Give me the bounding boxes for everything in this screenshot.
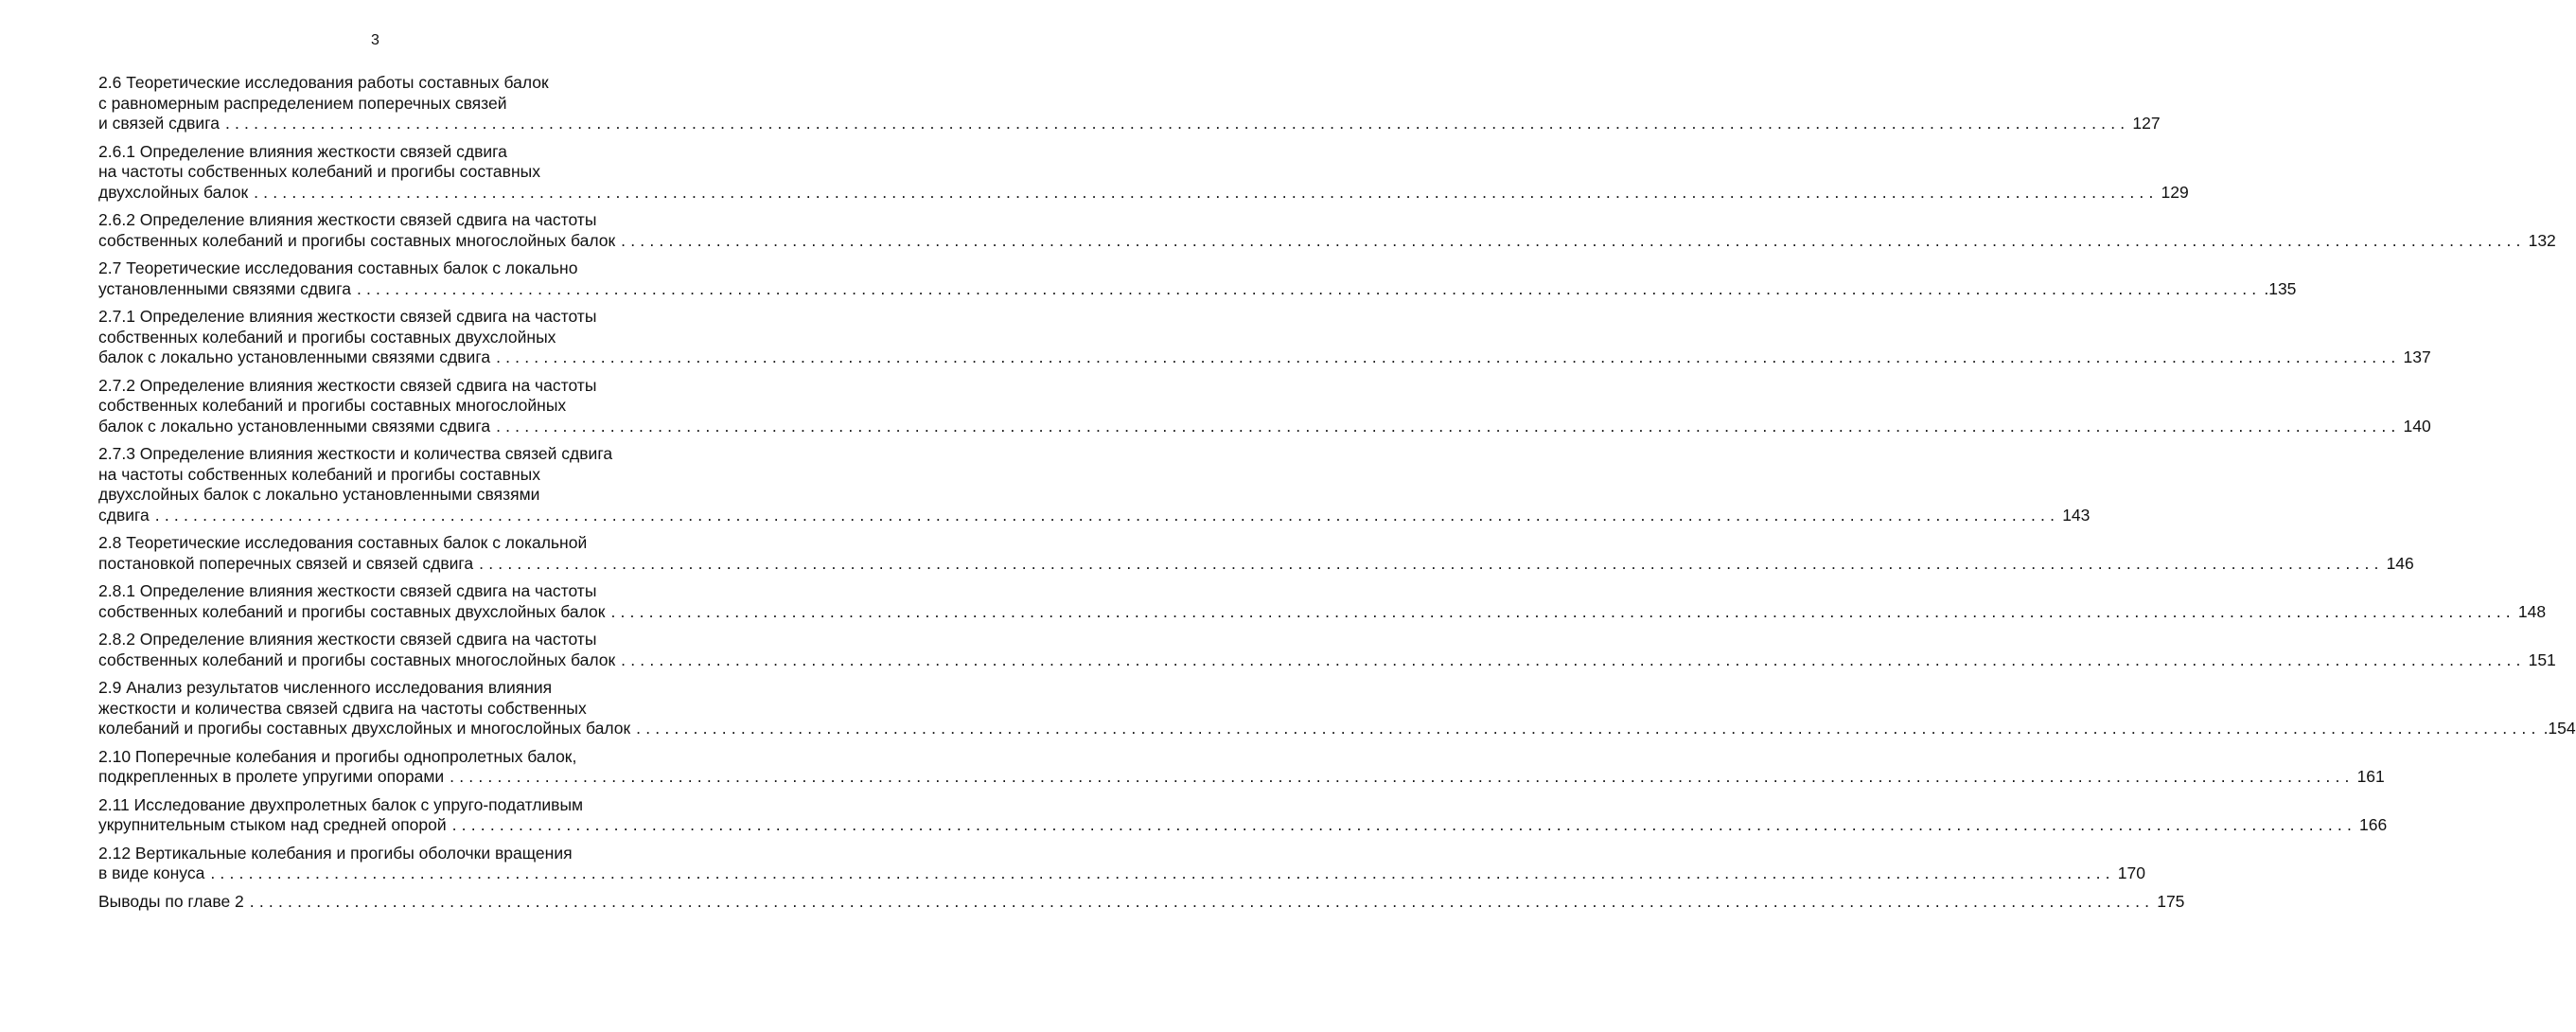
toc-page-number: 151 — [2528, 649, 2556, 669]
dot-leader: ........................................................................................................................................................................................................ — [154, 505, 2060, 525]
toc-entry-title-line: 2.6.2 Определение влияния жесткости связей сдвига на частоты — [98, 210, 597, 229]
dot-leader: ........................................................................................................................................................................................................ — [496, 347, 2401, 366]
toc-entry-last-line — [98, 601, 2547, 623]
toc-entry-title-line: 2.11 Исследование двухпролетных балок с упруго-податливым — [98, 794, 584, 814]
toc-entry-last-line — [98, 182, 2189, 204]
toc-entry-title-line: собственных колебаний и прогибы составных многослойных балок — [98, 230, 616, 250]
dot-leader: ........................................................................................................................................................................................................ — [636, 719, 2541, 738]
toc-entry-title-line: на частоты собственных колебаний и прогибы составных — [98, 162, 540, 181]
toc-entry-last-line — [98, 553, 2414, 575]
toc-entry-title-line: сдвига — [98, 505, 150, 525]
dot-leader: ........................................................................................................................................................................................................ — [254, 182, 2159, 202]
toc-page-number: .154 — [2543, 719, 2576, 738]
toc-page-number: 127 — [2132, 114, 2161, 133]
toc-entry-last-line — [98, 815, 2388, 836]
toc-page-number: 148 — [2517, 601, 2547, 621]
toc-entry-title-line: 2.7.1 Определение влияния жесткости связей сдвига на частоты — [98, 307, 597, 326]
toc-entry-title-line: подкрепленных в пролете упругими опорами — [98, 767, 445, 786]
toc-entry-title-line: укрупнительным стыком над средней опорой — [98, 815, 447, 834]
toc-entry-title-line: двухслойных балок — [98, 182, 249, 202]
dot-leader: ........................................................................................................................................................................................................ — [610, 601, 2515, 621]
dot-leader: ........................................................................................................................................................................................................ — [356, 278, 2262, 298]
toc-entry-title-line: 2.10 Поперечные колебания и прогибы однопролетных балок, — [98, 746, 577, 766]
toc-entry[interactable] — [98, 375, 2431, 437]
dot-leader: ........................................................................................................................................................................................................ — [621, 230, 2526, 250]
toc-page-number: 166 — [2359, 815, 2388, 834]
toc-page-number: 129 — [2161, 182, 2189, 202]
toc-entry-last-line — [98, 891, 2185, 913]
dot-leader: ........................................................................................................................................................................................................ — [621, 649, 2526, 669]
toc-page-number: 140 — [2403, 416, 2431, 436]
toc-entry-title-line: жесткости и количества связей сдвига на частоты собственных — [98, 698, 587, 718]
dot-leader: ........................................................................................................................................................................................................ — [451, 815, 2357, 834]
dot-leader: ........................................................................................................................................................................................................ — [249, 891, 2155, 911]
toc-entry[interactable] — [98, 307, 2431, 368]
toc-page-number: 170 — [2117, 863, 2145, 882]
toc-entry-title-line: 2.8 Теоретические исследования составных балок с локальной — [98, 533, 588, 552]
page-number: 3 — [371, 32, 379, 48]
dot-leader: ........................................................................................................................................................................................................ — [224, 114, 2130, 133]
toc-page-number: 175 — [2157, 891, 2185, 911]
dot-leader: ........................................................................................................................................................................................................ — [450, 767, 2355, 786]
toc-entry-title-line: и связей сдвига — [98, 114, 220, 133]
toc-entry[interactable] — [98, 630, 2556, 670]
toc-page-number: 137 — [2403, 347, 2431, 366]
dot-leader: ........................................................................................................................................................................................................ — [479, 553, 2384, 573]
toc-entry-title-line: 2.9 Анализ результатов численного исследования влияния — [98, 678, 553, 697]
toc-page-number: 143 — [2062, 505, 2091, 525]
toc-entry[interactable] — [98, 141, 2189, 204]
toc-entry-last-line — [98, 719, 2576, 739]
toc-entry-title-line: собственных колебаний и прогибы составных двухслойных балок — [98, 601, 606, 621]
toc-entry-title-line: на частоты собственных колебаний и прогибы составных — [98, 464, 540, 484]
toc-entry-last-line — [98, 278, 2297, 300]
toc-entry-last-line — [98, 767, 2385, 788]
dot-leader: ........................................................................................................................................................................................................ — [210, 863, 2115, 882]
toc-entry-title-line: Выводы по главе 2 — [98, 891, 244, 911]
toc-page-number: 161 — [2356, 767, 2385, 786]
toc-entry-last-line — [98, 230, 2556, 252]
toc-entry-title-line: постановкой поперечных связей и связей сдвига — [98, 553, 474, 573]
toc-entry[interactable] — [98, 794, 2388, 836]
toc-entry-title-line: 2.7.3 Определение влияния жесткости и количества связей сдвига — [98, 444, 613, 463]
toc-entry-title-line: 2.6 Теоретические исследования работы составных балок — [98, 73, 549, 92]
toc-entry-last-line — [98, 863, 2145, 884]
toc-entry-title-line: 2.7 Теоретические исследования составных балок с локально — [98, 258, 578, 277]
toc-entry[interactable] — [98, 210, 2556, 251]
toc-entry-title-line: колебаний и прогибы составных двухслойных и многослойных балок — [98, 719, 631, 738]
toc-entry-title-line: собственных колебаний и прогибы составных двухслойных — [98, 327, 556, 347]
toc-page-number: 146 — [2386, 553, 2414, 573]
toc-entry[interactable] — [98, 678, 2576, 739]
toc-page-number: 132 — [2528, 230, 2556, 250]
toc-page-number: .135 — [2264, 278, 2297, 298]
toc-entry-title-line: собственных колебаний и прогибы составных многослойных балок — [98, 649, 616, 669]
toc-entry-title-line: собственных колебаний и прогибы составных многослойных — [98, 396, 567, 415]
dot-leader: ........................................................................................................................................................................................................ — [496, 416, 2401, 436]
toc-entry-title-line: балок с локально установленными связями сдвига — [98, 416, 491, 436]
toc-entry-last-line — [98, 505, 2091, 526]
toc-entry[interactable] — [98, 533, 2414, 574]
toc-entry[interactable] — [98, 73, 2161, 134]
toc-entry-last-line — [98, 347, 2431, 368]
toc-entry[interactable] — [98, 258, 2297, 299]
toc-entry[interactable] — [98, 581, 2547, 622]
toc-entry-last-line — [98, 649, 2556, 671]
toc-entry[interactable] — [98, 444, 2091, 525]
toc-entry-title-line: установленными связями сдвига — [98, 278, 351, 298]
toc-entry-title-line: 2.8.1 Определение влияния жесткости связей сдвига на частоты — [98, 581, 597, 600]
toc-entry-title-line: 2.6.1 Определение влияния жесткости связей сдвига — [98, 141, 507, 161]
toc-entry-title-line: в виде конуса — [98, 863, 205, 882]
toc-entry-last-line — [98, 114, 2161, 134]
toc-entry-title-line: 2.8.2 Определение влияния жесткости связей сдвига на частоты — [98, 630, 597, 649]
toc-entry-title-line: двухслойных балок с локально установленными связями — [98, 485, 540, 504]
table-of-contents — [98, 73, 2576, 919]
toc-entry-last-line — [98, 416, 2431, 437]
toc-entry[interactable] — [98, 891, 2185, 913]
toc-entry-title-line: балок с локально установленными связями сдвига — [98, 347, 491, 366]
toc-entry[interactable] — [98, 843, 2145, 884]
toc-entry-title-line: с равномерным распределением поперечных связей — [98, 93, 507, 113]
toc-entry-title-line: 2.7.2 Определение влияния жесткости связей сдвига на частоты — [98, 375, 597, 395]
toc-entry-title-line: 2.12 Вертикальные колебания и прогибы оболочки вращения — [98, 843, 573, 863]
toc-entry[interactable] — [98, 746, 2385, 788]
